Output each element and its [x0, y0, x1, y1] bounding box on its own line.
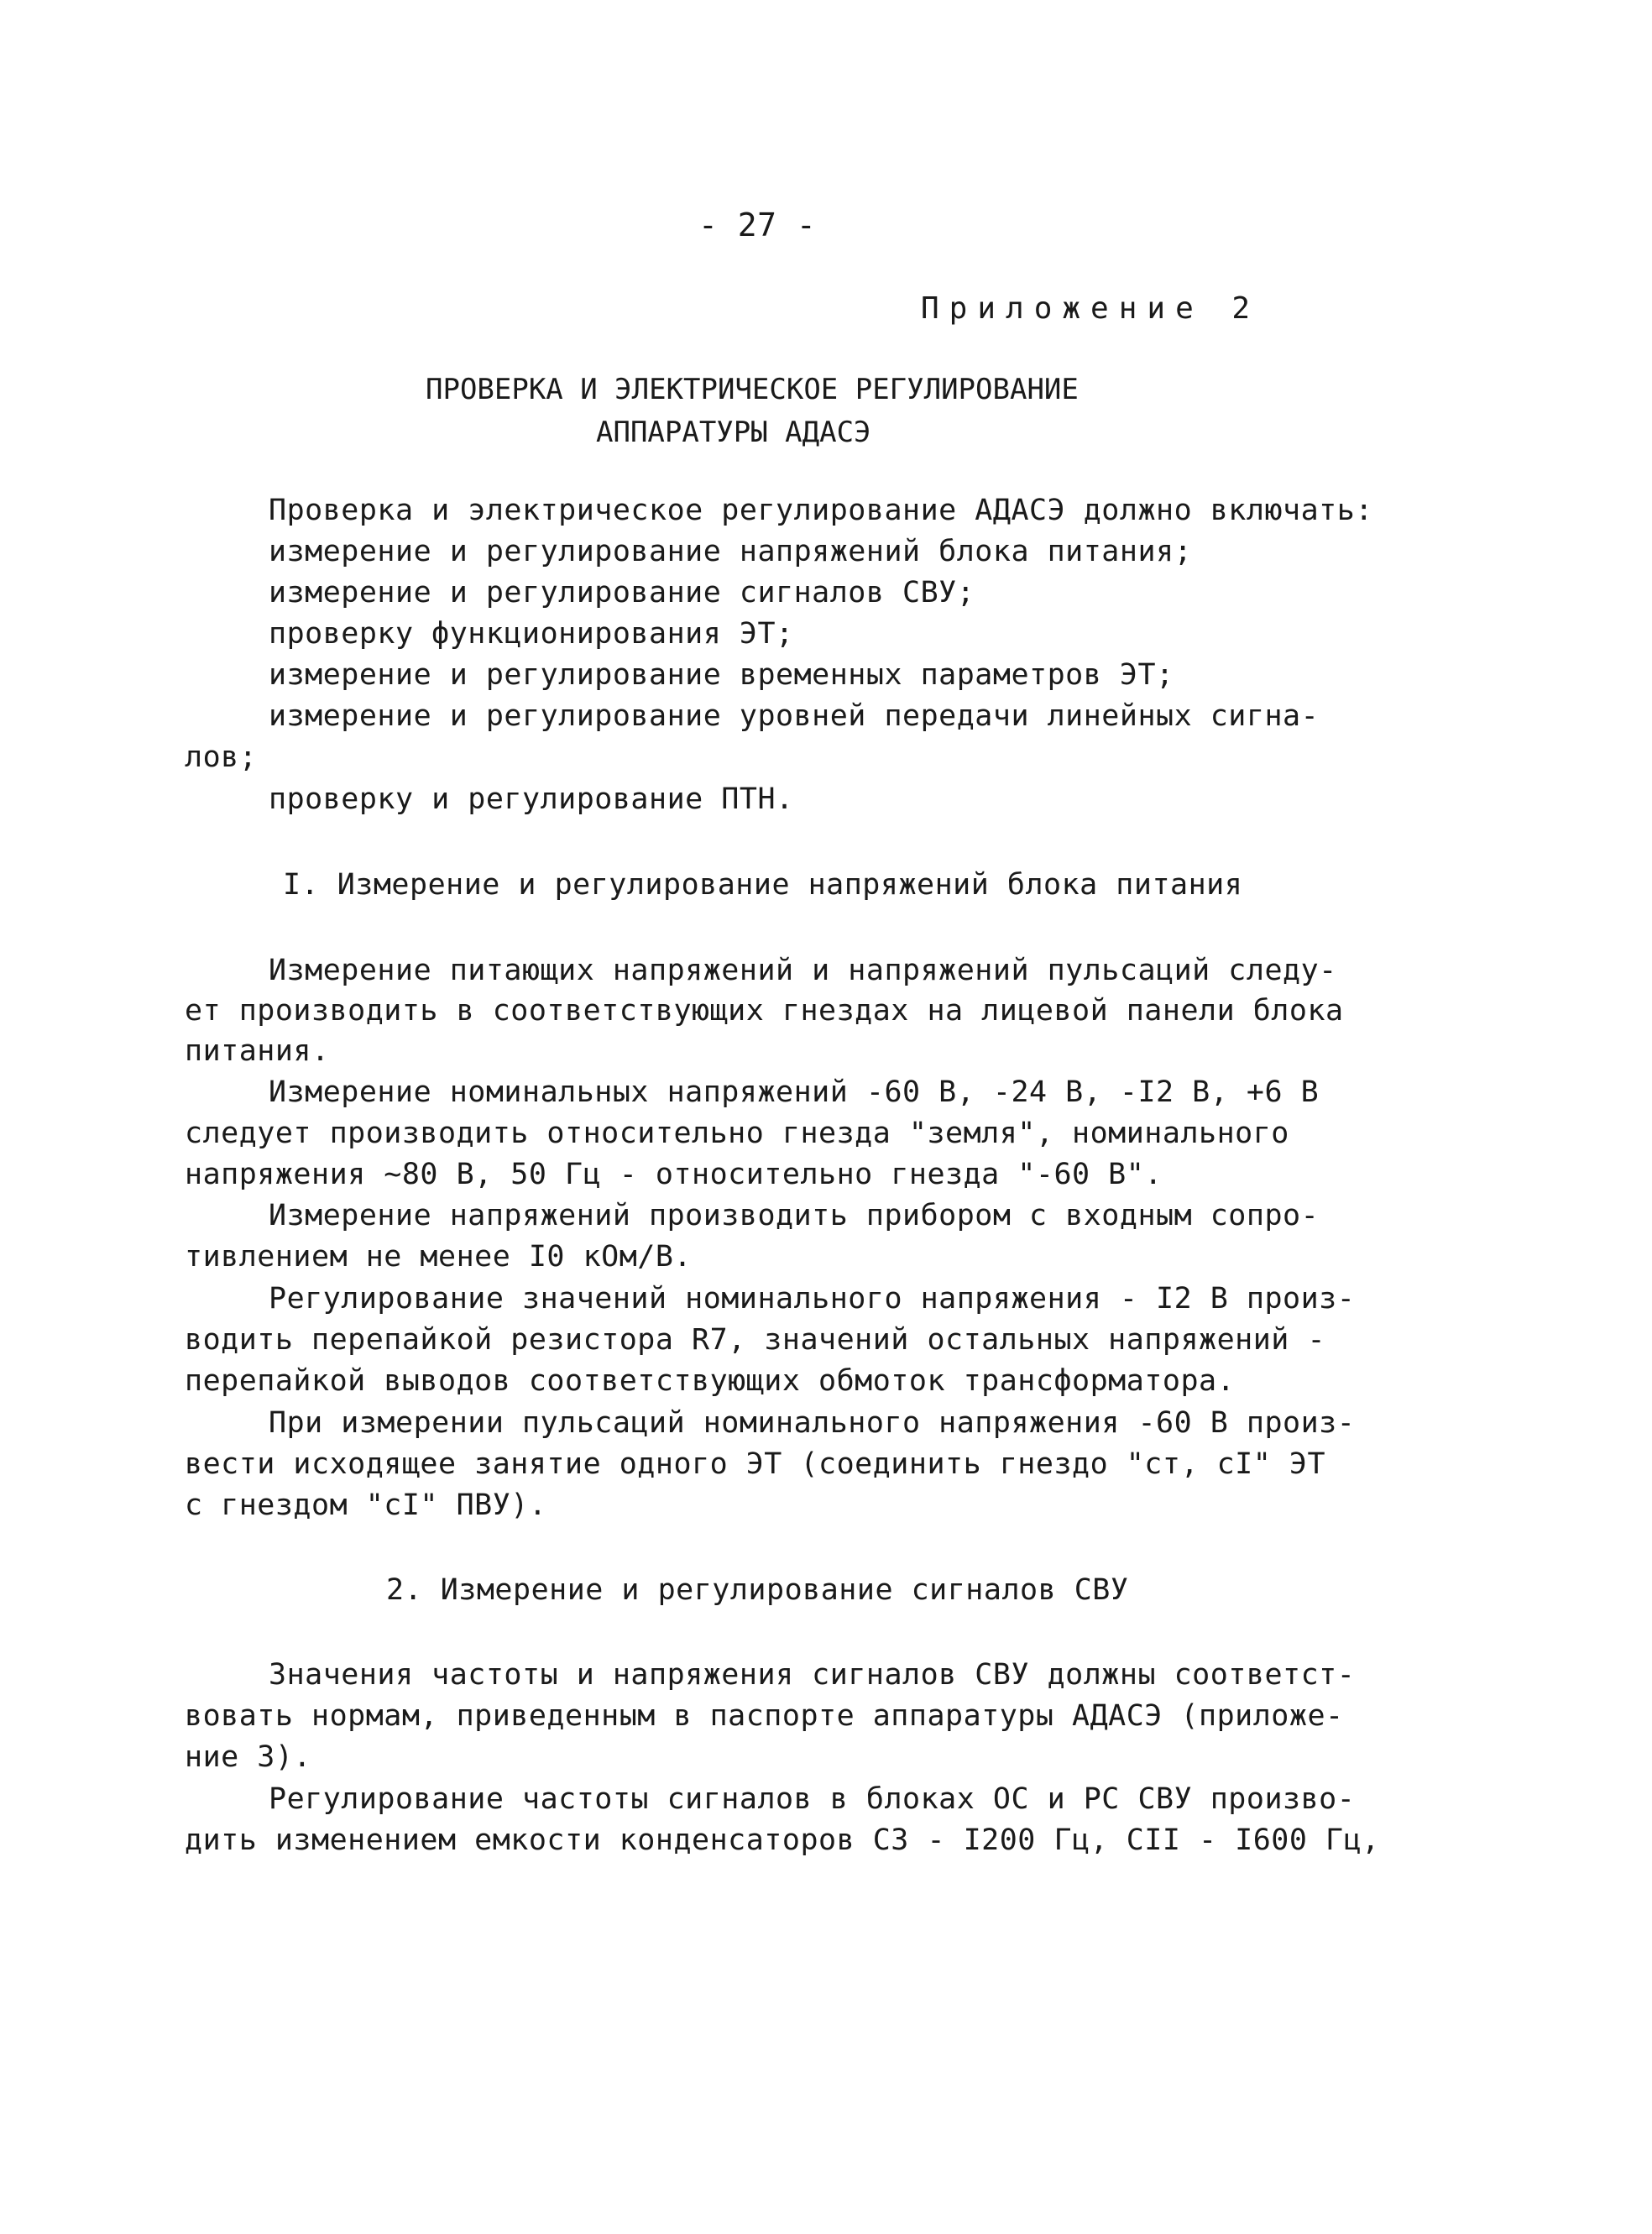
body-line: тивлением не менее I0 кОм/В. — [185, 1240, 693, 1274]
intro-line: измерение и регулирование напряжений блока питания; — [269, 535, 1193, 568]
section-heading: 2. Измерение и регулирование сигналов СВУ — [386, 1573, 1129, 1607]
body-line: следует производить относительно гнезда "земля", номинального — [185, 1117, 1289, 1150]
body-line: Регулирование частоты сигналов в блоках ОС и РС СВУ произво- — [269, 1782, 1356, 1816]
body-line: водить перепайкой резистора R7, значений остальных напряжений - — [185, 1323, 1326, 1357]
body-line: вовать нормам, приведенным в паспорте аппаратуры АДАСЭ (приложе- — [185, 1699, 1344, 1733]
body-line: ет производить в соответствующих гнездах на лицевой панели блока — [185, 994, 1344, 1028]
body-line: с гнездом "сI" ПВУ). — [185, 1488, 547, 1522]
page-number: - 27 - — [698, 207, 817, 243]
body-line: При измерении пульсаций номинального напряжения -60 В произ- — [269, 1406, 1356, 1440]
section-heading: I. Измерение и регулирование напряжений блока питания — [283, 868, 1243, 902]
body-line: вести исходящее занятие одного ЭТ (соединить гнездо "ст, сI" ЭТ — [185, 1447, 1326, 1481]
body-line: Измерение напряжений производить прибором с входным сопро- — [269, 1199, 1320, 1232]
body-line: Регулирование значений номинального напряжения - I2 В произ- — [269, 1282, 1356, 1316]
body-line: питания. — [185, 1034, 330, 1068]
body-line: ние 3). — [185, 1740, 312, 1774]
body-line: Значения частоты и напряжения сигналов СВУ должны соответст- — [269, 1658, 1356, 1692]
body-line: напряжения ~80 В, 50 Гц - относительно гнезда "-60 В". — [185, 1158, 1163, 1191]
document-title-line-2: АППАРАТУРЫ АДАСЭ — [596, 416, 871, 449]
body-line: дить изменением емкости конденсаторов С3 - I200 Гц, СII - I600 Гц, — [185, 1823, 1380, 1857]
body-line: перепайкой выводов соответствующих обмоток трансформатора. — [185, 1364, 1236, 1398]
document-title-line-1: ПРОВЕРКА И ЭЛЕКТРИЧЕСКОЕ РЕГУЛИРОВАНИЕ — [426, 373, 1079, 406]
body-line: Измерение питающих напряжений и напряжений пульсаций следу- — [269, 954, 1337, 987]
intro-line: измерение и регулирование временных параметров ЭТ; — [269, 658, 1174, 692]
body-line: Измерение номинальных напряжений -60 В, -24 В, -I2 В, +6 В — [269, 1075, 1320, 1109]
appendix-label: Приложение 2 — [921, 291, 1261, 326]
intro-line: измерение и регулирование уровней передачи линейных сигна- — [269, 699, 1320, 733]
intro-line: проверку функционирования ЭТ; — [269, 617, 794, 651]
intro-line: Проверка и электрическое регулирование АДАСЭ должно включать: — [269, 494, 1373, 527]
intro-line: проверку и регулирование ПТН. — [269, 782, 794, 816]
intro-line: лов; — [185, 740, 258, 774]
intro-line: измерение и регулирование сигналов СВУ; — [269, 576, 975, 610]
